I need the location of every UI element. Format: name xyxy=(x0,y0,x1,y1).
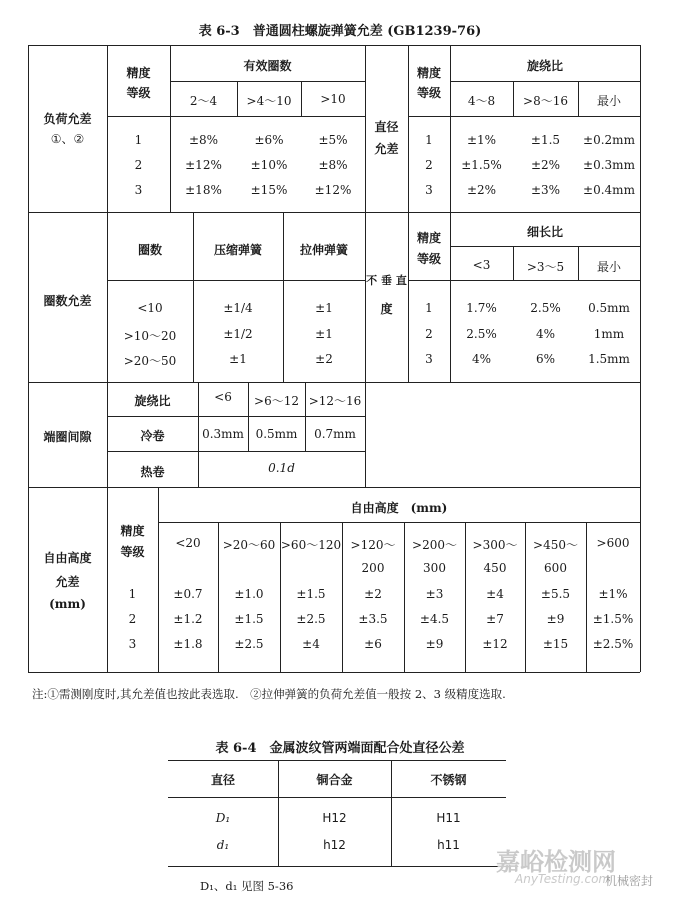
rule-load-sub xyxy=(170,81,365,82)
load-cell: ±12% xyxy=(314,183,352,197)
dia-group-header: 旋绕比 xyxy=(526,59,563,73)
rule-sec3 xyxy=(28,487,640,488)
coils-cell: ±1 xyxy=(315,301,333,315)
gap-row1-cell: <6 xyxy=(214,390,232,404)
dia-grade-h2: 等级 xyxy=(416,86,441,100)
rule-dia-head xyxy=(408,116,640,117)
load-col: 2～4 xyxy=(189,94,218,108)
height-cell: ±3.5 xyxy=(358,612,388,626)
height-cell: ±2.5 xyxy=(234,637,264,651)
height-cell: ±1.5% xyxy=(592,612,634,626)
height-label-2: 允差 xyxy=(55,575,80,589)
load-col: >4～10 xyxy=(246,94,292,108)
perp-cell: 0.5mm xyxy=(588,301,630,315)
dia-cell: ±1% xyxy=(466,133,497,147)
load-cell: ±5% xyxy=(318,133,348,147)
perp-cell: 6% xyxy=(535,352,556,366)
height-cell: ±4 xyxy=(302,637,320,651)
rule-bottom xyxy=(28,672,640,673)
load-grade-h2: 等级 xyxy=(126,86,151,100)
dia-cell: ±2% xyxy=(530,158,561,172)
height-cell: ±2.5% xyxy=(592,637,634,651)
load-col: >10 xyxy=(320,92,346,106)
t64-header: 直径 xyxy=(210,773,235,787)
table-6-3-note: 注:①需测刚度时,其允差值也按此表选取. ②拉伸弹簧的负荷允差值一般按 2、3 级精度选取. xyxy=(32,687,506,701)
height-col-top: >300～ xyxy=(472,538,518,552)
height-cell: ±1.5 xyxy=(296,587,326,601)
dia-cell: ±2% xyxy=(466,183,497,197)
gap-row2-cell: 0.7mm xyxy=(314,427,356,441)
dia-col: >8～16 xyxy=(523,94,568,108)
coils-cell: ±1 xyxy=(315,327,333,341)
height-col-top: >600 xyxy=(596,536,630,550)
t64-footnote: D₁、d₁ 见图 5-36 xyxy=(200,879,294,893)
perp-col: >3～5 xyxy=(526,260,565,274)
height-cell: ±0.7 xyxy=(173,587,203,601)
t64-cell: D₁ xyxy=(215,811,231,825)
perp-cell: 1.7% xyxy=(466,301,497,315)
rule-gap-right xyxy=(365,382,366,487)
dia-grade-h1: 精度 xyxy=(416,66,441,80)
height-grade: 1 xyxy=(128,587,137,601)
load-cell: ±8% xyxy=(318,158,348,172)
gap-row2-cell: 0.5mm xyxy=(255,427,298,441)
gap-row1-label: 旋绕比 xyxy=(134,394,171,408)
height-cell: ±3 xyxy=(425,587,444,601)
height-col-bottom: 450 xyxy=(483,561,507,575)
rule-coil-head xyxy=(107,280,365,281)
gap-label: 端圈间隙 xyxy=(43,430,92,444)
perp-grade: 2 xyxy=(425,327,433,341)
t64-rule-top xyxy=(168,760,506,761)
height-col-top: >450～ xyxy=(533,538,578,552)
coils-cell: <10 xyxy=(137,301,163,315)
t64-header: 铜合金 xyxy=(316,773,353,787)
table-6-4-title: 表 6-4 金属波纹管两端面配合处直径公差 xyxy=(215,741,465,756)
coils-label: 圈数允差 xyxy=(43,294,92,308)
height-col-top: >120～ xyxy=(350,538,396,552)
coils-cell: >10～20 xyxy=(123,329,177,343)
perp-grade-h2: 等级 xyxy=(416,252,441,266)
rule-dia-sub xyxy=(450,81,640,82)
load-label-notes: ①、② xyxy=(50,132,85,146)
load-grade: 3 xyxy=(134,183,143,197)
perp-grade: 1 xyxy=(425,301,433,315)
height-cell: ±1.0 xyxy=(234,587,264,601)
height-label: 自由高度 xyxy=(43,551,92,565)
coils-cell: >20～50 xyxy=(123,354,177,368)
t64-cell: h12 xyxy=(323,838,346,852)
height-col-top: >20～60 xyxy=(222,538,276,552)
watermark-url: AnyTesting.com xyxy=(515,872,611,886)
load-cell: ±10% xyxy=(250,158,288,172)
coils-col: 圈数 xyxy=(137,243,162,257)
load-cell: ±12% xyxy=(185,158,222,172)
height-col-top: >60～120 xyxy=(280,538,342,552)
rule-gap-1 xyxy=(107,416,365,417)
dia-cell: ±1.5% xyxy=(461,158,502,172)
height-cell: ±5.5 xyxy=(540,587,571,601)
height-label-3: (mm) xyxy=(49,597,86,611)
dia-grade: 3 xyxy=(425,183,433,197)
height-cell: ±6 xyxy=(364,637,382,651)
gap-row1-cell: >6～12 xyxy=(254,394,299,408)
t64-cell: H12 xyxy=(322,811,347,825)
height-cell: ±9 xyxy=(546,612,565,626)
height-cell: ±15 xyxy=(542,637,569,651)
height-grade: 2 xyxy=(128,612,137,626)
coils-col: 拉伸弹簧 xyxy=(299,243,348,257)
height-col-bottom: 600 xyxy=(544,561,567,575)
dia-label: 直径 xyxy=(374,120,399,134)
height-grade-h1: 精度 xyxy=(120,524,145,538)
height-cell: ±12 xyxy=(482,637,508,651)
dia-col: 4～8 xyxy=(467,94,496,108)
rule-perp-sub xyxy=(450,246,640,247)
t64-rule-head xyxy=(168,797,506,798)
load-cell: ±15% xyxy=(250,183,288,197)
gap-row3-value: 0.1d xyxy=(268,461,295,475)
height-cell: ±4 xyxy=(486,587,504,601)
load-label: 负荷允差 xyxy=(43,112,92,126)
coils-cell: ±1/2 xyxy=(223,327,253,341)
perp-group-header: 细长比 xyxy=(526,225,563,239)
perp-grade-h1: 精度 xyxy=(416,231,441,245)
height-group-header: 自由高度 (mm) xyxy=(350,501,448,515)
dia-grade: 1 xyxy=(425,133,433,147)
table-6-3-title: 表 6-3 普通圆柱螺旋弹簧允差 (GB1239-76) xyxy=(198,24,482,39)
rule-gap-2 xyxy=(107,451,365,452)
rule-sec2 xyxy=(28,382,640,383)
perp-col: 最小 xyxy=(596,260,621,274)
load-grade: 1 xyxy=(134,133,143,147)
height-grade: 3 xyxy=(128,637,137,651)
perp-cell: 2.5% xyxy=(466,327,497,341)
coils-cell: ±2 xyxy=(315,352,333,366)
dia-cell: ±0.2mm xyxy=(583,133,635,147)
rule-load-head xyxy=(107,116,365,117)
load-cell: ±18% xyxy=(185,183,222,197)
perp-col: <3 xyxy=(472,258,491,272)
t64-cell: h11 xyxy=(437,838,460,852)
load-cell: ±6% xyxy=(254,133,284,147)
perp-cell: 1mm xyxy=(593,327,625,341)
dia-cell: ±0.3mm xyxy=(583,158,635,172)
watermark-brand: 机械密封 xyxy=(605,874,654,888)
dia-cell: ±1.5 xyxy=(530,133,561,147)
load-grade-h1: 精度 xyxy=(126,66,151,80)
perp-cell: 4% xyxy=(535,327,556,341)
rule-top xyxy=(28,45,640,46)
gap-row3-label: 热卷 xyxy=(140,465,165,479)
dia-cell: ±0.4mm xyxy=(583,183,635,197)
watermark-text: 嘉峪检测网 xyxy=(496,848,616,876)
coils-col: 压缩弹簧 xyxy=(213,243,262,257)
height-col-bottom: 300 xyxy=(423,561,446,575)
perp-cell: 2.5% xyxy=(530,301,561,315)
height-cell: ±9 xyxy=(425,637,444,651)
perp-cell: 1.5mm xyxy=(588,352,630,366)
perp-label: 不 垂 直 xyxy=(366,274,407,287)
coils-cell: ±1 xyxy=(229,352,247,366)
rule-height-sub xyxy=(158,522,640,523)
height-col-top: >200～ xyxy=(412,538,457,552)
rule-sec1 xyxy=(28,212,640,213)
height-cell: ±1.2 xyxy=(173,612,203,626)
perp-grade: 3 xyxy=(425,352,433,366)
load-cell: ±8% xyxy=(188,133,219,147)
dia-cell: ±3% xyxy=(530,183,561,197)
gap-row2-cell: 0.3mm xyxy=(202,427,244,441)
rule-perp-head xyxy=(408,280,640,281)
t64-cell: H11 xyxy=(436,811,461,825)
height-grade-h2: 等级 xyxy=(120,545,145,559)
height-cell: ±2 xyxy=(364,587,382,601)
height-cell: ±1% xyxy=(598,587,628,601)
coils-cell: ±1/4 xyxy=(223,301,253,315)
height-cell: ±2.5 xyxy=(296,612,326,626)
height-cell: ±4.5 xyxy=(419,612,450,626)
gap-row2-label: 冷卷 xyxy=(140,429,165,443)
gap-row1-cell: >12～16 xyxy=(308,394,362,408)
perp-label-2: 度 xyxy=(380,302,393,316)
height-cell: ±7 xyxy=(486,612,504,626)
rule-mid xyxy=(365,45,366,382)
dia-grade: 2 xyxy=(425,158,433,172)
height-cell: ±1.8 xyxy=(173,637,203,651)
t64-rule-bottom xyxy=(168,866,506,867)
perp-cell: 4% xyxy=(471,352,492,366)
t64-header: 不锈钢 xyxy=(430,773,467,787)
height-col-top: <20 xyxy=(175,536,201,550)
height-cell: ±1.5 xyxy=(234,612,264,626)
t64-cell: d₁ xyxy=(216,838,230,852)
height-col-bottom: 200 xyxy=(361,561,385,575)
dia-col: 最小 xyxy=(596,94,621,108)
load-grade: 2 xyxy=(134,158,143,172)
load-group-header: 有效圈数 xyxy=(243,59,292,73)
dia-label-2: 允差 xyxy=(374,142,399,156)
rule-right xyxy=(640,45,641,672)
